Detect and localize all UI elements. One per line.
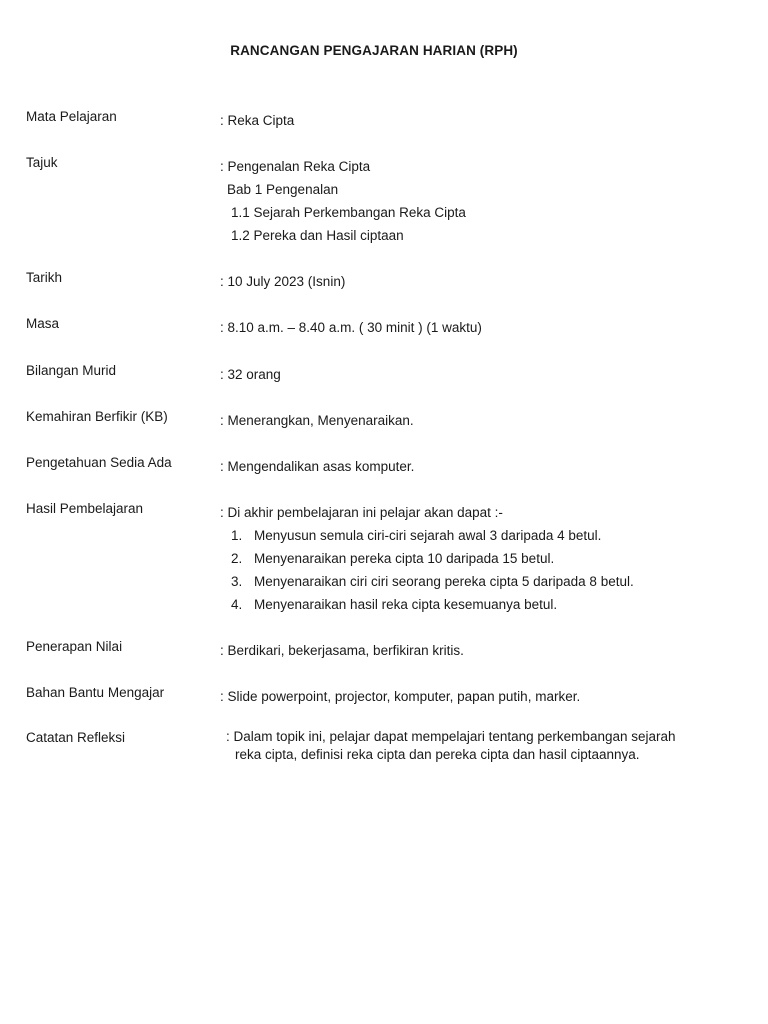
field-value	[220, 155, 466, 247]
list-item	[220, 570, 634, 593]
list-text: Menyenaraikan pereka cipta 10 daripada 15 betul.	[254, 551, 555, 566]
field-label: Kemahiran Berfikir (KB)	[26, 409, 168, 424]
field-label: Mata Pelajaran	[26, 109, 117, 124]
list-number: 4.	[231, 597, 243, 612]
field-label: Bahan Bantu Mengajar	[26, 685, 165, 700]
field-label: Tarikh	[26, 270, 63, 285]
tajuk-line: : Pengenalan Reka Cipta	[220, 159, 371, 174]
field-value: : Mengendalikan asas komputer.	[220, 459, 415, 474]
field-value: : Reka Cipta	[220, 113, 295, 128]
list-item	[220, 593, 634, 616]
list-item	[220, 524, 634, 547]
field-label: Penerapan Nilai	[26, 639, 123, 654]
list-text: Menyenaraikan ciri ciri seorang pereka cipta 5 daripada 8 betul.	[254, 574, 634, 589]
field-label: Hasil Pembelajaran	[26, 501, 144, 516]
field-label: Bilangan Murid	[26, 363, 117, 378]
tajuk-line: 1.2 Pereka dan Hasil ciptaan	[231, 228, 404, 243]
field-value	[226, 728, 726, 764]
list-number: 1.	[231, 528, 243, 543]
refleksi-line: reka cipta, definisi reka cipta dan pereka cipta dan hasil ciptaannya.	[235, 747, 640, 762]
field-value: : Menerangkan, Menyenaraikan.	[220, 413, 414, 428]
field-label: Pengetahuan Sedia Ada	[26, 455, 172, 470]
tajuk-line: Bab 1 Pengenalan	[227, 182, 339, 197]
field-value: : Berdikari, bekerjasama, berfikiran kritis.	[220, 643, 464, 658]
list-number: 3.	[231, 574, 243, 589]
list-text: Menyusun semula ciri-ciri sejarah awal 3 daripada 4 betul.	[254, 528, 602, 543]
field-value: : 8.10 a.m. – 8.40 a.m. ( 30 minit ) (1 waktu)	[220, 320, 482, 335]
field-value	[220, 501, 634, 616]
list-item	[220, 547, 634, 570]
list-number: 2.	[231, 551, 243, 566]
tajuk-line: 1.1 Sejarah Perkembangan Reka Cipta	[231, 205, 466, 220]
field-label: Catatan Refleksi	[26, 730, 126, 745]
field-value: : 10 July 2023 (Isnin)	[220, 274, 346, 289]
refleksi-line: : Dalam topik ini, pelajar dapat mempelajari tentang perkembangan sejarah	[226, 729, 676, 744]
document-title: RANCANGAN PENGAJARAN HARIAN (RPH)	[230, 43, 518, 58]
field-label: Masa	[26, 316, 60, 331]
list-text: Menyenaraikan hasil reka cipta kesemuanya betul.	[254, 597, 558, 612]
hasil-intro: : Di akhir pembelajaran ini pelajar akan dapat :-	[220, 505, 503, 520]
field-value: : Slide powerpoint, projector, komputer, papan putih, marker.	[220, 689, 581, 704]
field-value: : 32 orang	[220, 367, 281, 382]
field-label: Tajuk	[26, 155, 58, 170]
